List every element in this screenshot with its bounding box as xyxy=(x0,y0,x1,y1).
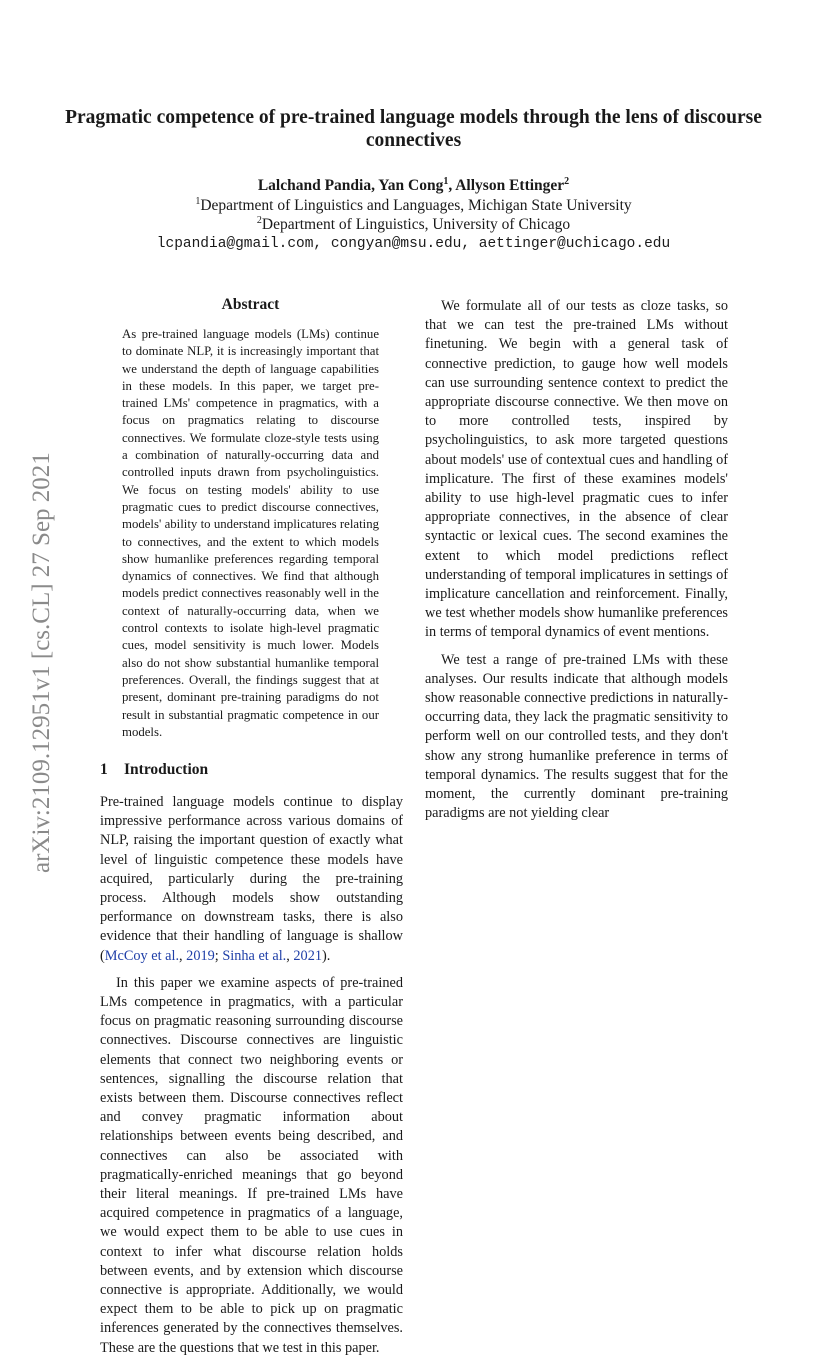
affiliation-1: $^1$Department of Linguistics and Languages, Michigan State University xyxy=(195,196,632,214)
abstract-text: As pre-trained language models (LMs) continue to dominate NLP, it is increasingly important that we understand the depth of language capabilities in these models. In this paper, we target pre-trained LMs' competence in pragmatics, with a focus on pragmatics relating to discourse connectives. We formulate cloze-style tests using a combination of naturally-occurring data and controlled inputs drawn from psycholinguistics. We focus on testing models' ability to use pragmatic cues to predict discourse connectives, models' ability to understand implicatures relating to connectives, and the extent to which models show humanlike preferences regarding temporal dynamics of connectives. We find that although models predict connectives reasonably well in the context of naturally-occurring data, when we control contexts to isolate high-level pragmatic cues, model sensitivity is much lower. Models also do not show substantial humanlike temporal preferences. Overall, the findings suggest that at present, dominant pre-training paradigms do not result in substantial pragmatic competence in our models. xyxy=(122,327,379,739)
citation-link-mccoy[interactable]: McCoy et al. xyxy=(104,947,180,964)
intro-paragraph-1: Pre-trained language models continue to display impressive performance across various domains of NLP, raising the important question of exactly what level of linguistic competence these models have acquired, particularly during the pre-training process. Although models show outstanding performance on downstream tasks, there is also evidence that their handling of language is shallow (McCoy et al., 2019; Sinha et al., 2021). xyxy=(100,794,403,964)
citation-link-sinha-year[interactable]: 2021 xyxy=(293,947,322,964)
paper-title: Pragmatic competence of pre-trained language models through the lens of discourse connectives xyxy=(65,107,762,151)
introduction-heading: 1 Introduction xyxy=(100,761,209,778)
author-name: Lalchand Pandia xyxy=(257,177,372,194)
right-column-body xyxy=(425,297,728,831)
author-name: Allyson Ettinger xyxy=(455,177,565,194)
section-number: 1 xyxy=(100,761,108,778)
author-name: Yan Cong xyxy=(378,177,444,194)
intro-paragraph-2: In this paper we examine aspects of pre-trained LMs competence in pragmatics, with a particular focus on pragmatic reasoning surrounding discourse connectives. Discourse connectives are linguistic elements that connect two neighboring events or sentences, signalling the discourse relation that exists between them. Discourse connectives reflect and convey pragmatic information about relationships between events being described, and connectives can also be associated with pragmatically-enriched meanings that go beyond their literal meanings. If pre-trained LMs have acquired competence in pragmatics of a language, we would expect them to be able to use cues in context to infer what discourse relation holds between events, and by extension which discourse connective is appropriate. Additionally, we would expect them to be able to pick up on pragmatic inferences generated by the connectives themselves. These are the questions that we test in this paper. xyxy=(100,974,403,1356)
citation-link-mccoy-year[interactable]: 2019 xyxy=(186,947,215,964)
author-emails: lcpandia@gmail.com, congyan@msu.edu, aettinger@uchicago.edu xyxy=(156,236,671,252)
intro-paragraph-3: We formulate all of our tests as cloze tasks, so that we can test the pre-trained LMs without finetuning. We begin with a general task of connective prediction, to gauge how well models can use surrounding sentence context to predict the appropriate discourse connective. We then move on to more controlled tests, inspired by psycholinguistics, to ask more targeted questions about models' use of contextual cues and handling of implicature. The first of these examines models' ability to use high-level pragmatic cues to infer appropriate connectives, in the absence of clear syntactic or lexical cues. The second examines the extent to which model predictions reflect understanding of temporal implicatures in settings of implicature cancellation and reinforcement. Finally, we test whether models show humanlike preferences in terms of temporal dynamics of event mentions. xyxy=(425,298,728,641)
citation-link-sinha[interactable]: Sinha et al. xyxy=(222,947,287,964)
intro-paragraph-4: We test a range of pre-trained LMs with these analyses. Our results indicate that although models show reasonable connective predictions in naturally-occurring data, they lack the pragmatic sensitivity to perform well on our controlled tests, and they don't show any strong humanlike preference in terms of temporal dynamics. The results suggest that for the moment, the currently dominant pre-training paradigms are not yielding clear xyxy=(425,651,728,822)
arxiv-identifier-stamp: arXiv:2109.12951v1 [cs.CL] 27 Sep 2021 xyxy=(28,452,55,873)
author-list: Lalchand Pandia, Yan Cong$^1$, Allyson Ettinger$^2$ xyxy=(257,176,570,194)
abstract-heading: Abstract xyxy=(221,296,280,313)
affiliation-2: $^2$Department of Linguistics, University of Chicago xyxy=(256,215,571,233)
left-column-body xyxy=(100,793,403,1366)
